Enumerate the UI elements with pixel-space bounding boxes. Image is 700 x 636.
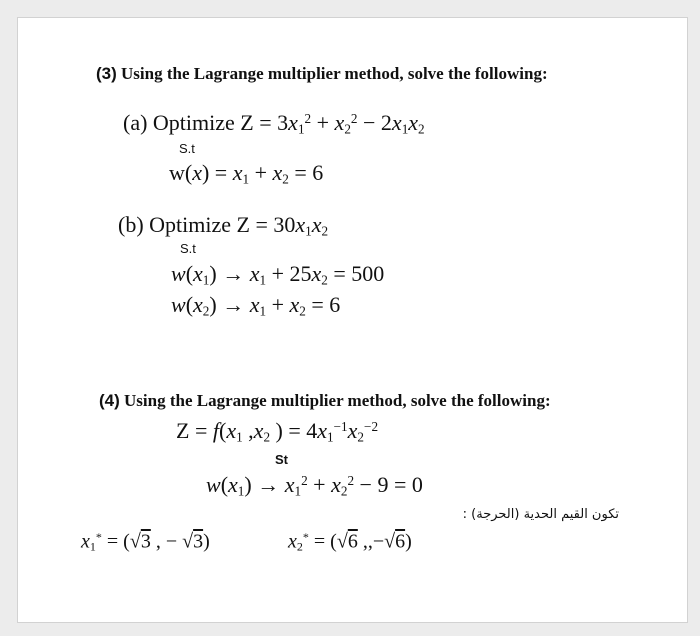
q3b-word: Optimize [149,212,232,237]
q3b-st: S.t [180,241,196,256]
q3a-st: S.t [179,141,195,156]
q3a-lhs: Z [240,110,254,135]
q4-heading [99,391,551,411]
q4-title: Using the Lagrange multiplier method, solve the following: [124,391,551,410]
q4-st: St [275,452,288,467]
q4-arabic-note: تكون القيم الحدية (الحرجة) : [462,507,619,522]
q4-critical-point-1: $x_1^* = (√3$ , − √3) [81,530,210,554]
q3b-lhs: Z [236,212,250,237]
q3b-formula: = $30x_1x_2$ [255,212,329,239]
question-sheet [17,17,688,623]
q3b-constraint-1: $w(x_1) \to x_1 + 25x_2 = 500$ [171,261,385,288]
q3a-word: Optimize [152,110,235,135]
q3-number: (3) [96,64,117,83]
q3a-objective [123,110,425,137]
q4-constraint: $w(x_1) \to x_1^2 + x_2^2 - 9 = 0$ [206,472,423,499]
q3a-label: (a) [123,110,148,135]
q3a-formula: = $3x_1^2 + x_2^2 - 2x_1x_2$ [259,110,425,137]
q4-number: (4) [99,391,120,410]
q3b-objective [118,212,328,239]
q4-objective: $Z = f(x_1$ $,x_2$ ) = $4x_1^{-1}x_2^{-2}$ [176,418,379,445]
q3b-label: (b) [118,212,144,237]
q3-title: Using the Lagrange multiplier method, solve the following: [121,64,548,83]
q3a-constraint: $w(x) = x_1 + x_2 = 6$ [169,160,324,187]
q3b-constraint-2: $w(x_2) \to x_1 + x_2 = 6$ [171,292,341,319]
q3-heading [96,64,548,84]
q4-critical-point-2: $x_2^* = (√6$ ,,−√6) [288,530,412,554]
